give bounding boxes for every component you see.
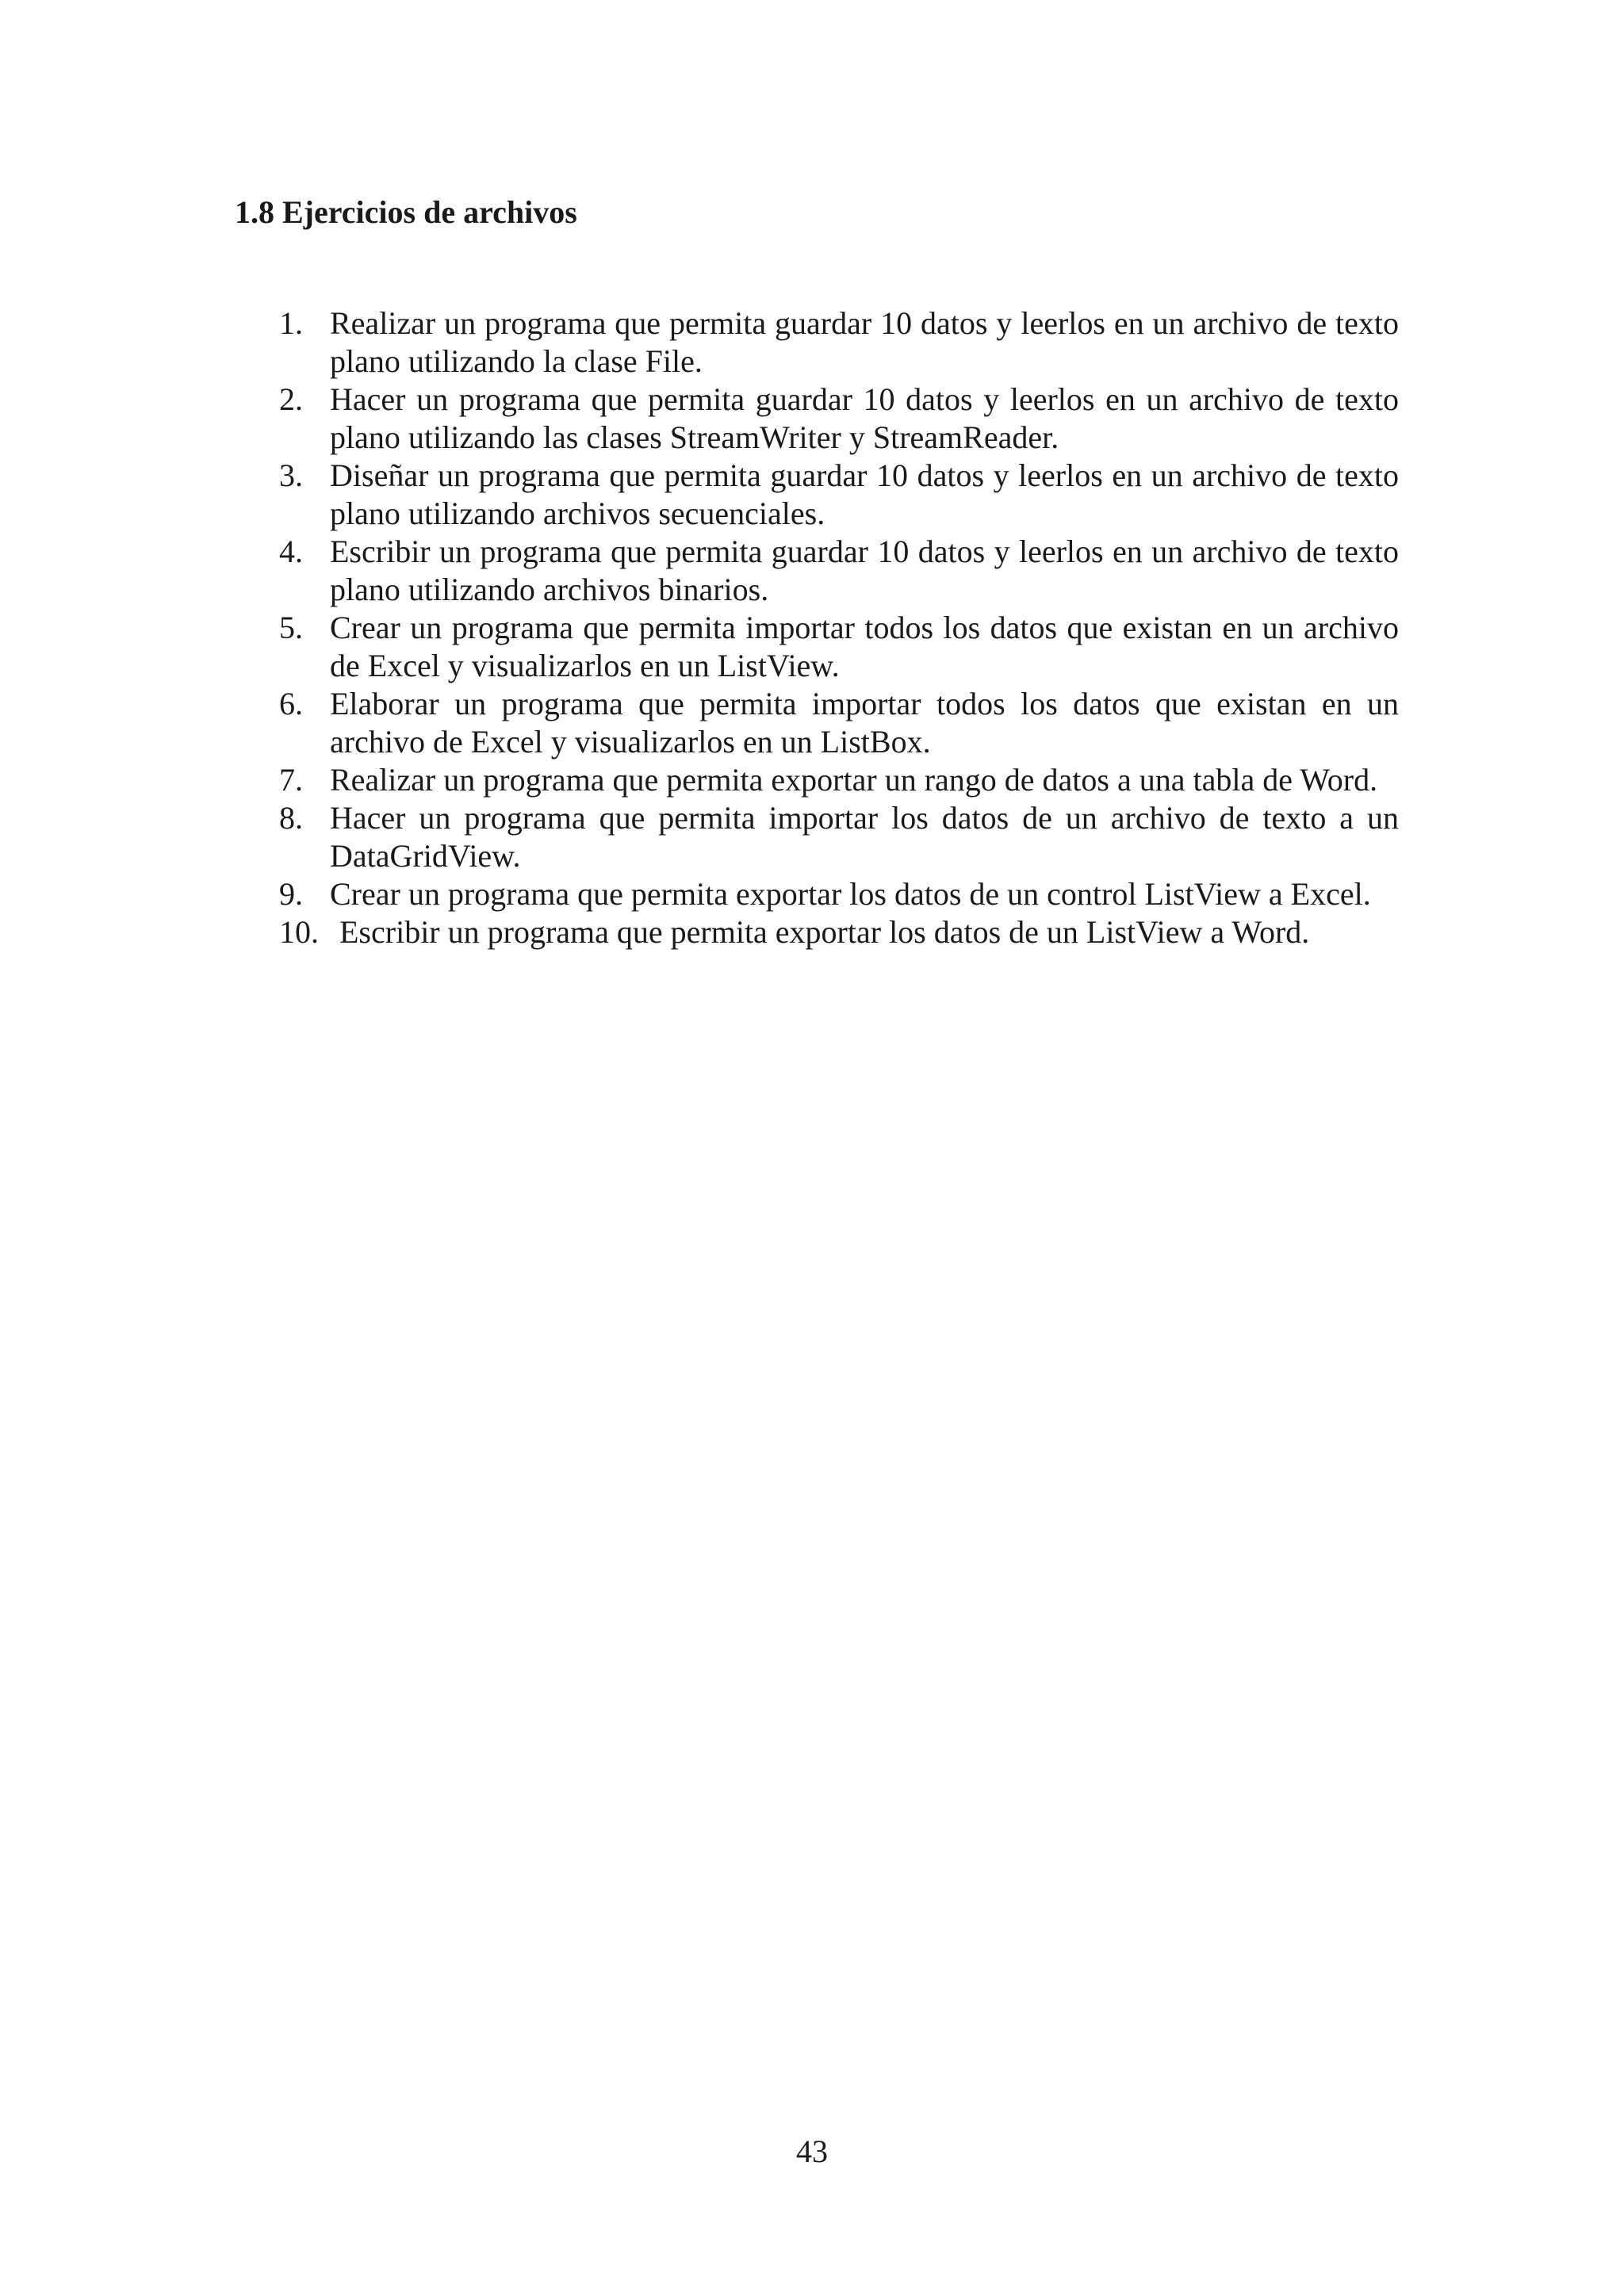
page-number: 43 — [796, 2133, 828, 2169]
exercise-number: 2. — [279, 381, 303, 417]
exercise-number: 5. — [279, 610, 303, 645]
exercise-text: Hacer un programa que permita importar los datos de un archivo de texto a un DataGridView. — [330, 800, 1399, 874]
exercise-text: Escribir un programa que permita guardar 10 datos y leerlos en un archivo de texto plano utilizando archivos binarios. — [330, 534, 1399, 607]
section-title: 1.8 Ejercicios de archivos — [235, 194, 577, 230]
exercise-number: 9. — [279, 876, 303, 912]
exercise-text: Escribir un programa que permita exportar los datos de un ListView a Word. — [339, 914, 1310, 950]
exercise-item-8 — [279, 799, 1399, 875]
exercise-text: Hacer un programa que permita guardar 10 datos y leerlos en un archivo de texto plano utilizando las clases StreamWriter y StreamReader. — [330, 381, 1399, 455]
exercise-list — [279, 304, 1399, 951]
exercise-text: Diseñar un programa que permita guardar 10 datos y leerlos en un archivo de texto plano utilizando archivos secuenciales. — [330, 457, 1399, 531]
exercise-item-1 — [279, 304, 1399, 381]
exercise-number: 3. — [279, 457, 303, 493]
exercise-item-6 — [279, 685, 1399, 761]
exercise-text: Crear un programa que permita exportar los datos de un control ListView a Excel. — [330, 876, 1371, 912]
exercise-number: 10. — [279, 914, 319, 950]
exercise-item-9 — [279, 875, 1399, 913]
exercise-text: Elaborar un programa que permita importar todos los datos que existan en un archivo de Excel y visualizarlos en un ListBox. — [330, 686, 1399, 760]
exercise-text: Realizar un programa que permita exportar un rango de datos a una tabla de Word. — [330, 762, 1378, 798]
exercise-number: 7. — [279, 762, 303, 798]
exercise-number: 1. — [279, 305, 303, 341]
exercise-item-5 — [279, 609, 1399, 685]
exercise-item-3 — [279, 457, 1399, 533]
exercise-text: Crear un programa que permita importar todos los datos que existan en un archivo de Excel y visualizarlos en un ListView. — [330, 610, 1399, 683]
exercise-number: 6. — [279, 686, 303, 721]
exercise-item-4 — [279, 533, 1399, 609]
exercise-item-10 — [279, 913, 1399, 951]
exercise-text: Realizar un programa que permita guardar 10 datos y leerlos en un archivo de texto plano utilizando la clase File. — [330, 305, 1399, 379]
exercise-number: 8. — [279, 800, 303, 836]
exercise-item-7 — [279, 761, 1399, 799]
exercise-number: 4. — [279, 534, 303, 569]
exercise-item-2 — [279, 381, 1399, 457]
